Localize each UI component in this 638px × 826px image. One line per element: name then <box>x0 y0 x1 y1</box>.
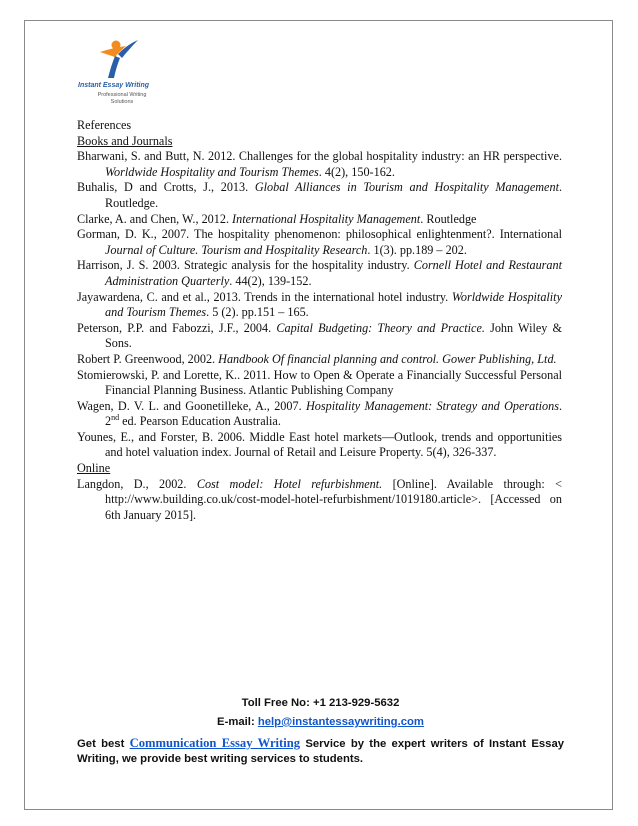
email-link[interactable]: help@instantessaywriting.com <box>257 716 424 728</box>
reference-text: . 2 <box>105 398 563 429</box>
reference-younes <box>77 430 562 461</box>
reference-text: International Hospitality Management <box>232 211 421 226</box>
reference-text: Gorman, D. K., 2007. The hospitality phenomenon: philosophical enlightenment?. International <box>77 227 562 242</box>
reference-text: . 44(2), 139-152. <box>229 273 312 288</box>
document-body <box>77 118 562 523</box>
reference-langdon <box>77 477 562 524</box>
reference-text: Hospitality Management: Strategy and Operations <box>305 398 559 413</box>
reference-text: Langdon, D., 2002. <box>77 476 197 491</box>
reference-gorman <box>77 227 562 258</box>
toll-free-number: Toll Free No: +1 213-929-5632 <box>241 697 400 709</box>
reference-text: . Routledge <box>420 211 477 226</box>
reference-text: Harrison, J. S. 2003. Strategic analysis for the hospitality industry. <box>77 258 414 273</box>
reference-text: Worldwide Hospitality and Tourism Themes <box>105 289 562 320</box>
reference-text: Bharwani, S. and Butt, N. 2012. Challenges for the global hospitality industry: an HR perspective. <box>77 149 562 164</box>
reference-wagen <box>77 399 562 430</box>
online-reference-list <box>77 477 562 524</box>
email-line <box>77 716 564 728</box>
reference-text: Cost model: Hotel refurbishment. <box>196 476 383 491</box>
footer <box>77 697 564 767</box>
reference-stomierowski <box>77 368 562 399</box>
reference-text: ed. Pearson Education Australia. <box>119 414 281 429</box>
reference-text: nd <box>111 413 120 423</box>
reference-text: Wagen, D. V. L. and Goonetilleke, A., 2007. <box>77 398 306 413</box>
reference-jayawardena <box>77 290 562 321</box>
reference-text: John Wiley & Sons. <box>105 320 563 351</box>
references-heading: References <box>77 118 132 132</box>
books-journals-heading: Books and Journals <box>77 133 173 148</box>
reference-text: . 1(3). pp.189 – 202. <box>367 242 467 257</box>
reference-bharwani <box>77 149 562 180</box>
email-label: E-mail: <box>217 716 258 728</box>
company-logo <box>78 38 158 108</box>
reference-buhalis <box>77 180 562 211</box>
reference-text: Stomierowski, P. and Lorette, K.. 2011. How to Open & Operate a Financially Successful Personal Financial Planning Business. Atlantic Publishing Company <box>77 367 562 398</box>
reference-text: Worldwide Hospitality and Tourism Themes <box>105 164 319 179</box>
reference-text: [Online]. Available through: < http://www.building.co.uk/cost-model-hotel-refurbishment/1019180.article>. [Accessed on 6th January 2015]. <box>105 476 562 522</box>
logo-tagline-line2: Solutions <box>110 99 134 105</box>
reference-text: Robert P. Greenwood, 2002. <box>77 351 219 366</box>
reference-text: Jayawardena, C. and et al., 2013. Trends in the international hotel industry. <box>77 289 452 304</box>
online-heading: Online <box>77 461 111 476</box>
reference-text: Peterson, P.P. and Fabozzi, J.F., 2004. <box>77 320 277 335</box>
reference-text: Journal of Culture. Tourism and Hospitality Research <box>105 242 368 257</box>
reference-text: Cornell Hotel and Restaurant Administration Quarterly <box>105 258 562 288</box>
logo-brand-text: Instant Essay Writing <box>78 82 150 89</box>
communication-essay-writing-link[interactable]: Communication Essay Writing <box>129 736 301 750</box>
reference-text: . 4(2), 150-162. <box>318 164 395 179</box>
promo-suffix: Service by the expert writers of Instant Essay Writing, we provide best writing services to students. <box>77 738 565 765</box>
reference-text: Handbook Of financial planning and control. Gower Publishing, Ltd. <box>218 351 557 366</box>
logo-figure-icon <box>78 38 158 82</box>
reference-text: Clarke, A. and Chen, W., 2012. <box>77 211 233 226</box>
promo-text <box>77 736 564 767</box>
reference-text: Global Alliances in Tourism and Hospitality Management <box>254 180 559 195</box>
promo-prefix: Get best <box>77 738 130 750</box>
reference-text: Buhalis, D and Crotts, J., 2013. <box>77 180 255 195</box>
reference-text: Capital Budgeting: Theory and Practice. <box>276 320 485 335</box>
reference-peterson <box>77 321 562 352</box>
reference-clarke <box>77 212 562 228</box>
reference-text: Younes, E., and Forster, B. 2006. Middle East hotel markets—Outlook, trends and opportunities and hotel valuation index. Journal of Retail and Leisure Property. 5(4), 326-337. <box>77 429 562 460</box>
reference-text: . 5 (2). pp.151 – 165. <box>206 305 309 320</box>
reference-greenwood <box>77 352 562 368</box>
reference-text: . Routledge. <box>105 180 562 210</box>
logo-tagline-line1: Professional Writing <box>97 92 147 98</box>
reference-harrison <box>77 258 562 289</box>
reference-list <box>77 149 562 461</box>
